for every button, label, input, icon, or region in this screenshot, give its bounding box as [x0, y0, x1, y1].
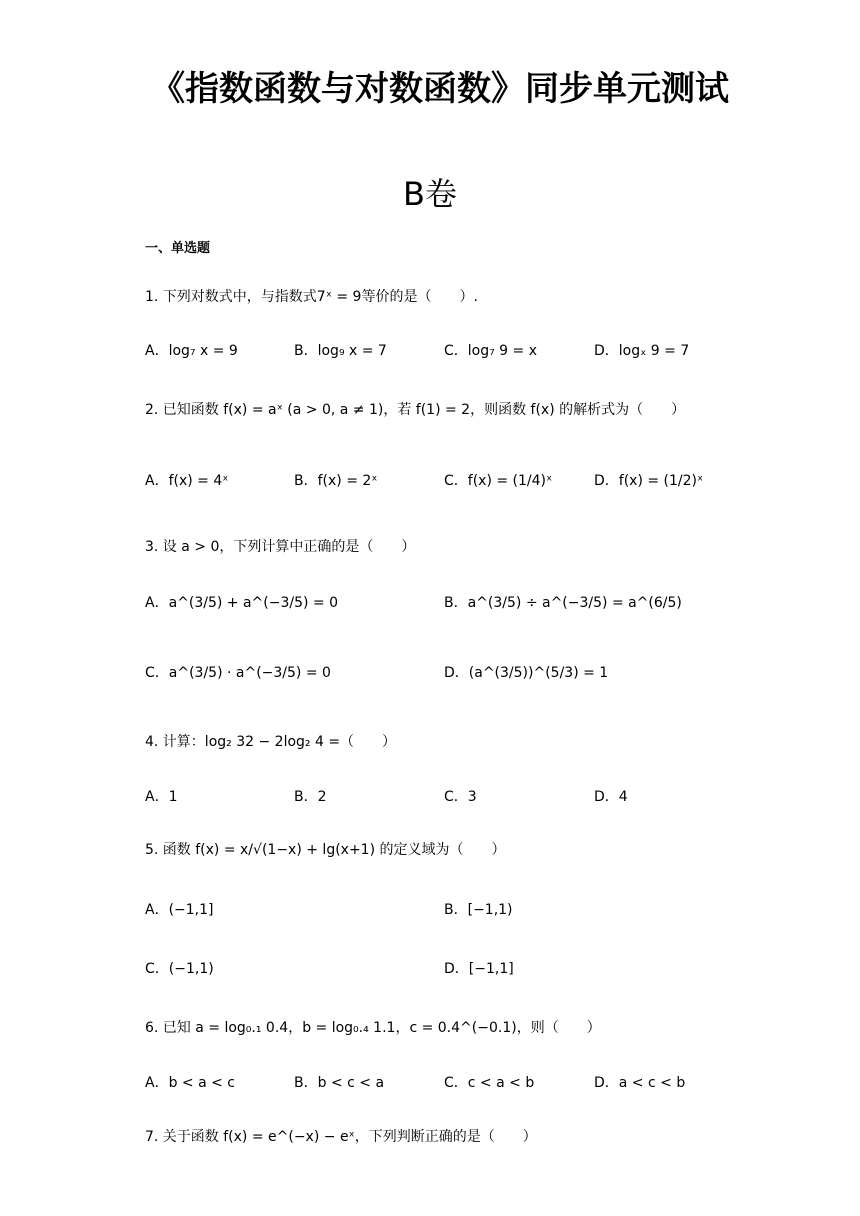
q1-option-c: C．log₇ 9 = x — [444, 343, 538, 359]
q3-option-c: C．a^(3/5) · a^(−3/5) = 0 — [145, 665, 331, 681]
question-6 — [145, 1017, 601, 1037]
question-7 — [145, 1126, 537, 1146]
q2-option-b: B．f(x) = 2ˣ — [294, 473, 378, 489]
q1-option-b: B．log₉ x = 7 — [294, 343, 387, 359]
volume-label: B卷 — [403, 175, 457, 213]
q1-option-a: A．log₇ x = 9 — [145, 343, 238, 359]
question-3-text: 3. 设 a > 0，下列计算中正确的是（ ） — [145, 539, 416, 555]
q2-option-d: D．f(x) = (1/2)ˣ — [594, 473, 704, 489]
section-heading: 一、单选题 — [145, 241, 211, 256]
q5-option-c: C．(−1,1) — [145, 961, 214, 977]
q4-option-d: D．4 — [594, 789, 628, 805]
q4-option-b: B．2 — [294, 789, 327, 805]
question-1-text: 1. 下列对数式中，与指数式7ˣ = 9等价的是（ ）. — [145, 289, 478, 305]
question-2-text: 2. 已知函数 f(x) = aˣ (a > 0, a ≠ 1)，若 f(1) = 2，则函数 f(x) 的解析式为（ ） — [145, 402, 686, 418]
q3-option-b: B．a^(3/5) ÷ a^(−3/5) = a^(6/5) — [444, 595, 682, 611]
q6-option-c: C．c < a < b — [444, 1075, 535, 1091]
q6-option-b: B．b < c < a — [294, 1075, 385, 1091]
q4-option-a: A．1 — [145, 789, 178, 805]
q6-option-a: A．b < a < c — [145, 1075, 236, 1091]
question-1 — [145, 286, 478, 306]
question-5-text: 5. 函数 f(x) = x/√(1−x) + lg(x+1) 的定义域为（ ） — [145, 842, 506, 858]
q2-option-a: A．f(x) = 4ˣ — [145, 473, 229, 489]
q3-option-a: A．a^(3/5) + a^(−3/5) = 0 — [145, 595, 339, 611]
question-7-text: 7. 关于函数 f(x) = e^(−x) − eˣ，下列判断正确的是（ ） — [145, 1129, 537, 1145]
page-title: 《指数函数与对数函数》同步单元测试 — [151, 69, 729, 109]
q3-option-d: D．(a^(3/5))^(5/3) = 1 — [444, 665, 609, 681]
q2-option-c: C．f(x) = (1/4)ˣ — [444, 473, 553, 489]
q6-option-d: D．a < c < b — [594, 1075, 686, 1091]
question-4 — [145, 731, 396, 751]
question-4-text: 4. 计算：log₂ 32 − 2log₂ 4 =（ ） — [145, 734, 397, 750]
q5-option-a: A．(−1,1] — [145, 902, 214, 918]
q1-option-d: D．logₓ 9 = 7 — [594, 343, 690, 359]
question-6-text: 6. 已知 a = log₀.₁ 0.4，b = log₀.₄ 1.1，c = 0.4^(−0.1)，则（ ） — [145, 1020, 601, 1036]
q5-option-b: B．[−1,1) — [444, 902, 513, 918]
q4-option-c: C．3 — [444, 789, 477, 805]
question-5 — [145, 839, 506, 859]
question-3 — [145, 536, 415, 556]
q5-option-d: D．[−1,1] — [444, 961, 514, 977]
question-2 — [145, 399, 685, 419]
